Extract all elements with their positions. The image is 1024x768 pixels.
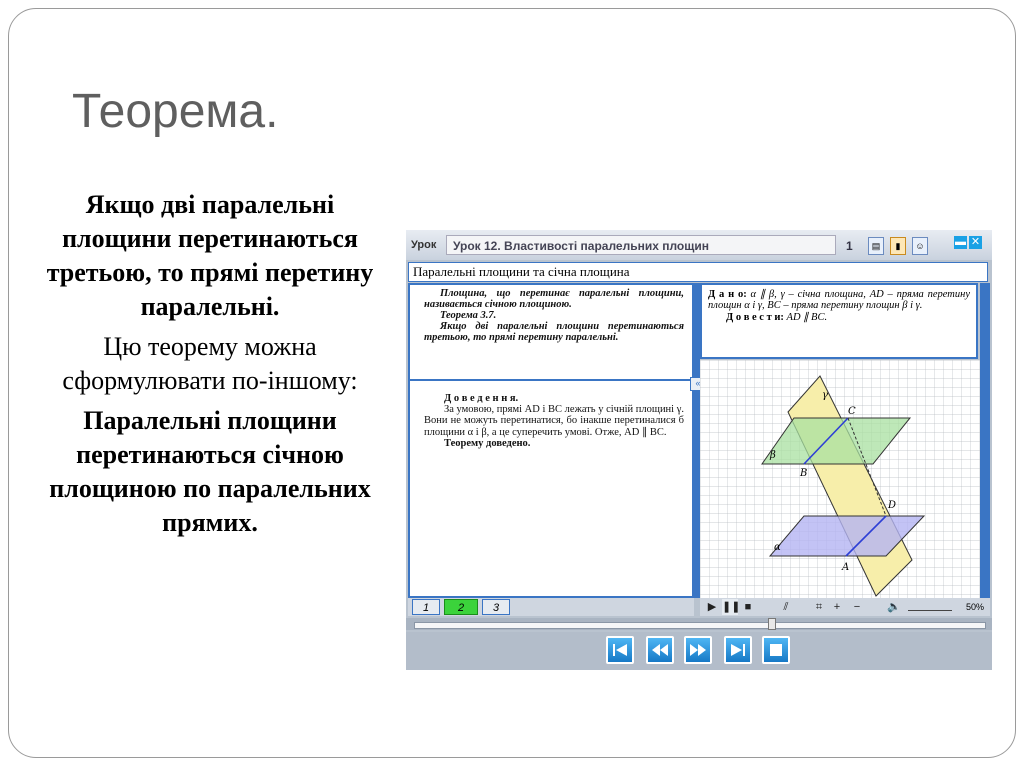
page-tabs [408,598,694,616]
timeline-thumb[interactable] [768,618,776,630]
stop-icon [764,638,788,662]
zoom-out-button[interactable]: − [853,601,861,613]
theorem-text: Якщо дві паралельні площини перетинаються третьою, то прямі перетину паралельні. [424,321,684,343]
timeline-track[interactable] [414,622,986,629]
reformulation-intro: Цю теорему можна сформулювати по-іншому: [62,332,358,395]
diagram-area [700,360,980,598]
play-button[interactable]: ▶ [707,601,717,613]
prove-label: Д о в е с т и: [726,312,784,323]
lesson-label: Урок [411,239,437,251]
tab-3[interactable]: 3 [482,599,510,615]
theorem-block [410,285,692,381]
volume-slider[interactable] [908,602,952,611]
hatch-icon[interactable]: ⫽ [783,601,789,613]
theory-text-pane [408,283,694,598]
close-button[interactable]: ✕ [970,236,981,248]
sound-icon[interactable]: 🔈 [887,601,901,613]
last-page-button[interactable] [724,636,752,664]
fast-forward-icon [686,638,710,662]
given-box [700,283,978,359]
page-number: 1 [846,239,853,253]
app-titlebar [406,230,992,260]
label-B: B [800,468,808,479]
given-text: α ∥ β, γ – січна площина, AD – пряма перетину площин α і γ, BC – пряма перетину площин β і γ. [708,289,970,311]
pause-button[interactable]: ❚❚ [722,601,741,613]
label-alpha: α [774,542,781,553]
forward-button[interactable] [684,636,712,664]
tab-1[interactable]: 1 [412,599,440,615]
label-A: A [842,562,850,573]
zoom-level: 50% [965,602,984,612]
rewind-button[interactable] [646,636,674,664]
collapse-arrow-icon[interactable]: « [690,377,706,391]
minimize-button[interactable]: ▬ [955,236,966,248]
animation-controls [700,598,990,616]
definition-text: Площина, що перетинає паралельні площини, називається січною площиною. [424,288,684,310]
slide-title: Теорема. [72,85,279,138]
document-icon[interactable]: ▤ [868,237,884,255]
first-page-button[interactable] [606,636,634,664]
proof-text: За умовою, прямі AD і BC лежать у січній площині γ. Вони не можуть перетинатися, бо інакше перетиналися б площини α і β, а це суперечить умові. Отже, AD ∥ BC. [424,404,684,438]
rewind-icon [648,638,672,662]
theorem-label: Теорема 3.7. [440,310,497,321]
zoom-in-button[interactable]: + [833,601,841,613]
lesson-title-field: Урок 12. Властивості паралельних площин [446,235,836,255]
lesson-app-screenshot [406,230,992,670]
label-beta: β [770,450,776,461]
skip-last-icon [726,638,750,662]
skip-first-icon [608,638,632,662]
book-icon[interactable]: ▮ [890,237,906,255]
theorem-statement: Якщо дві паралельні площини перетинаються третьою, то прямі перетину паралельні. [46,190,374,321]
label-C: C [848,406,856,417]
section-title: Паралельні площини та січна площина [408,262,988,282]
prove-text: AD ∥ BC. [786,312,828,323]
given-label: Д а н о: [708,289,747,300]
label-D: D [888,500,897,511]
teacher-icon[interactable]: ☺ [912,237,928,255]
proof-end: Теорему доведено. [444,438,531,449]
planes-diagram [700,360,980,598]
stop-button[interactable]: ■ [744,601,752,613]
stop-nav-button[interactable] [762,636,790,664]
proof-block [410,383,692,449]
grid-icon[interactable]: ⌗ [815,601,823,613]
right-frame-edge [980,283,990,598]
theorem-reformulated: Паралельні площини перетинаються січною площиною по паралельних прямих. [49,406,371,537]
proof-label: Д о в е д е н н я. [444,393,519,404]
tab-2[interactable]: 2 [444,599,478,615]
label-gamma: γ [822,390,828,401]
slide-text [36,188,384,546]
